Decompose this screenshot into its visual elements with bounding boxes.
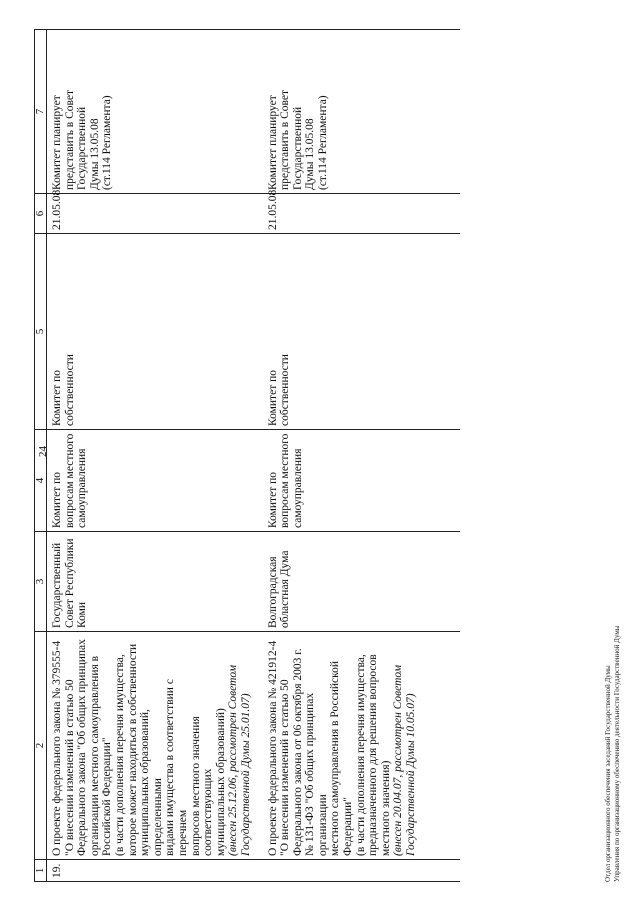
initiator-cell [47,532,255,632]
header-row [35,30,47,882]
text-line: Государственной Думы 25.01.07) [239,693,252,856]
row-number [255,860,460,882]
text-line: (внесен 20.04.07, рассмотрен Советом [392,664,405,856]
text-line: "О внесении изменений в статью 50 [63,679,76,856]
co-executor-committee-cell [47,234,255,430]
text-line: областная Дума [279,550,292,628]
text-line: Комитет по [51,472,63,528]
text-line: (ст.114 Регламента) [316,95,329,190]
text-line: представить в Совет [279,89,292,190]
bill-submission-note [227,635,252,856]
column-header: 1 [35,860,47,882]
table-row [255,30,460,882]
bill-title [51,635,227,856]
responsible-committee-cell [255,430,460,532]
column-header: 5 [35,234,47,430]
text-line: Федерации" [342,796,355,856]
text-line: организации местного самоуправления в [88,655,101,856]
text-line: Государственной Думы 10.05.07) [405,693,418,856]
page-number: 24 [37,446,49,457]
text-line: О проекте федерального закона № 421912-4 [266,640,279,856]
text-line: самоуправления [291,448,304,528]
text-line: собственности [279,354,292,426]
text-line: Государственной [291,106,304,190]
text-line: (в части дополнения перечня имущества, [354,654,367,856]
agenda-table [34,29,460,882]
text-line: Совет Республики [63,538,76,628]
page-footer [604,626,622,882]
text-line: местного самоуправления в Российской [329,660,342,856]
text-line: Думы 13.05.08 [88,118,101,190]
decision-cell [47,30,255,194]
text-line: Комитет по [266,370,279,426]
text-line: Федерального закона от 06 октября 2003 г. [291,648,304,856]
text-line: вопросам местного [279,433,292,528]
text-line: муниципальных образований) [214,708,227,856]
text-line: предназначенного для решения вопросов [367,654,380,856]
text-line: Комитет планирует [51,95,63,190]
text-line: видами имущества в соответствии с перечнем [164,679,189,856]
text-line: Федерального закона "Об общих принципах [76,639,89,856]
bill-title [267,635,393,856]
text-line: местного значения) [379,760,392,856]
text-line: Комитет по [266,472,279,528]
responsible-committee-cell [47,430,255,532]
date-cell: 21.05.08 [255,194,460,234]
text-line: Российской Федерации" [101,737,114,856]
decision-cell [255,30,460,194]
text-line: собственности [63,354,76,426]
column-header: 2 [35,632,47,860]
row-number: 19. [47,860,255,882]
text-line: Государственной [76,106,89,190]
text-line: (внесен 25.12.06, рассмотрен Советом [227,664,240,856]
text-line: Думы 13.05.08 [304,118,317,190]
column-header: 4 [35,430,47,532]
bill-submission-note [392,635,417,856]
table-row [47,30,255,882]
date-cell: 21.05.08 [47,194,255,234]
column-header: 6 [35,194,47,234]
footer-line: Отдел организационного обеспечения заседаний Государственной Думы [604,665,612,882]
column-header: 7 [35,30,47,194]
bill-description-cell [47,632,255,860]
text-line: № 131-ФЗ "Об общих принципах организации [304,692,329,856]
text-line: Комитет по [51,370,63,426]
text-line: Коми [76,601,89,628]
text-line: которое может находиться в собственности [126,643,139,856]
text-line: Комитет планирует [266,95,279,190]
footer-line: Управления по организационному обеспечению деятельности Государственной Думы [613,625,621,882]
text-line: (в части дополнения перечня имущества, [113,654,126,856]
text-line: вопросам местного [63,433,76,528]
text-line: представить в Совет [63,89,76,190]
text-line: Государственный [51,542,63,628]
initiator-cell [255,532,460,632]
text-line: "О внесении изменений в статью 50 [279,679,292,856]
column-header: 3 [35,532,47,632]
text-line: самоуправления [76,448,89,528]
text-line: (ст.114 Регламента) [101,95,114,190]
text-line: О проекте федерального закона № 379555-4 [51,640,63,856]
text-line: вопросов местного значения соответствующих [189,716,215,856]
co-executor-committee-cell [255,234,460,430]
text-line: Волгоградская [266,556,279,628]
bill-description-cell [255,632,460,860]
text-line: муниципальных образований, определенными [139,709,164,856]
